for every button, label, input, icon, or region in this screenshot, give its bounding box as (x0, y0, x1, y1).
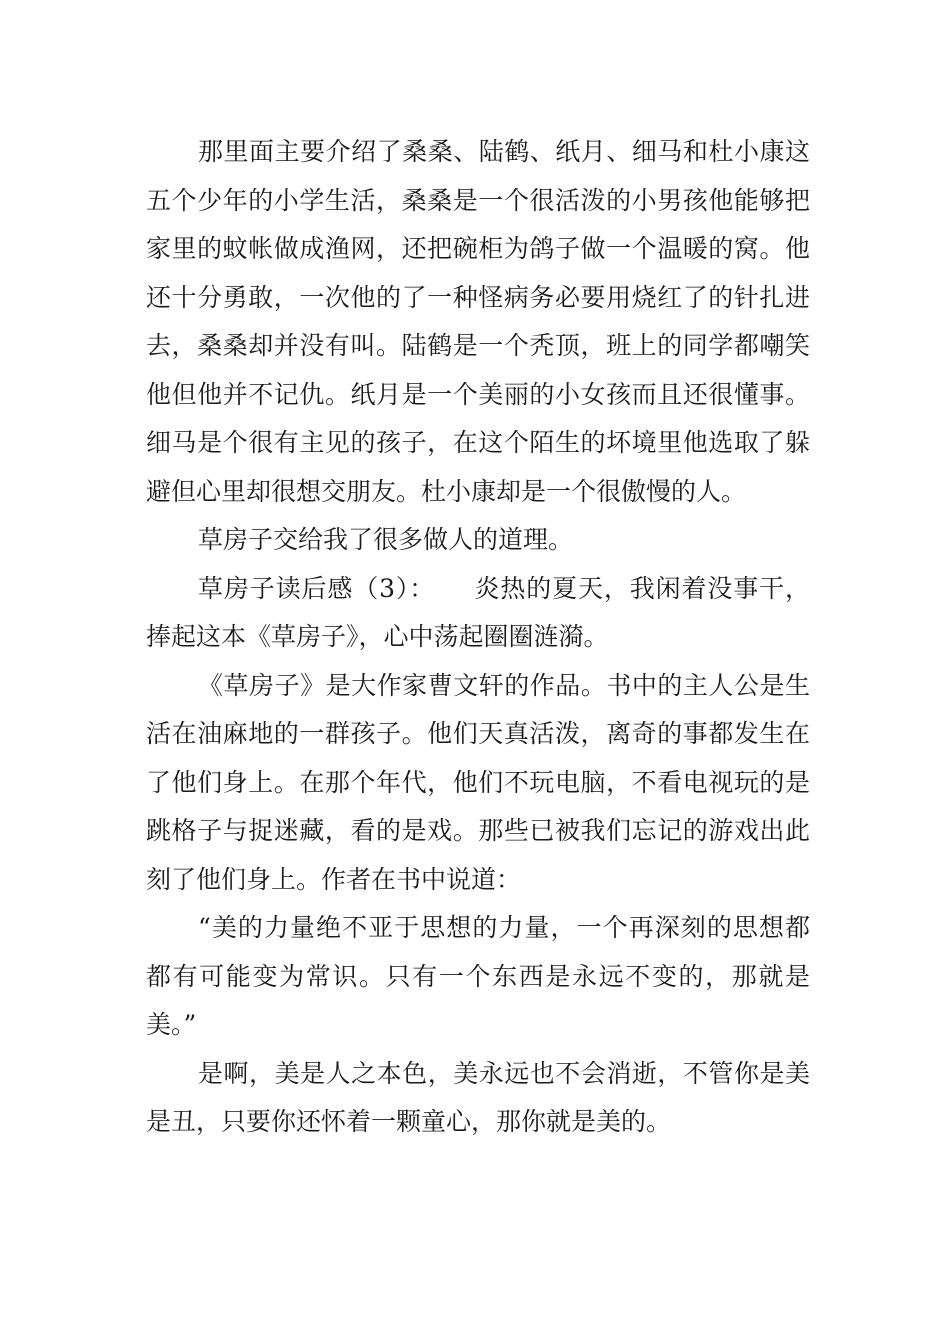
paragraph-lesson: 草房子交给我了很多做人的道理。 (198, 525, 574, 554)
paragraph-review-3-opening: 草房子读后感（3）： 炎热的夏天，我闲着没事干，捧起这本《草房子》，心中荡起圈圈涟漪。 (146, 573, 810, 651)
paragraph-conclusion: 是啊，美是人之本色，美永远也不会消逝，不管你是美是丑，只要你还怀着一颗童心，那你就是美的。 (146, 1058, 810, 1136)
document-body (146, 128, 810, 1147)
paragraph-book-description: 《草房子》是大作家曹文轩的作品。书中的主人公是生活在油麻地的一群孩子。他们天真活泼，离奇的事都发生在了他们身上。在那个年代，他们不玩电脑，不看电视玩的是跳格子与捉迷藏，看的是戏。那些已被我们忘记的游戏出此刻了他们身上。作者在书中说道： (146, 670, 810, 894)
paragraph-characters-intro: 那里面主要介绍了桑桑、陆鹤、纸月、细马和杜小康这五个少年的小学生活，桑桑是一个很活泼的小男孩他能够把家里的蚊帐做成渔网，还把碗柜为鸽子做一个温暖的窝。他还十分勇敢，一次他的了一种怪病务必要用烧红了的针扎进去，桑桑却并没有叫。陆鹤是一个秃顶，班上的同学都嘲笑他但他并不记仇。纸月是一个美丽的小女孩而且还很懂事。细马是个很有主见的孩子，在这个陌生的坏境里他选取了躲避但心里却很想交朋友。杜小康却是一个很傲慢的人。 (146, 137, 810, 506)
paragraph-quote: “美的力量绝不亚于思想的力量，一个再深刻的思想都都有可能变为常识。只有一个东西是永远不变的，那就是美。” (146, 913, 810, 1039)
